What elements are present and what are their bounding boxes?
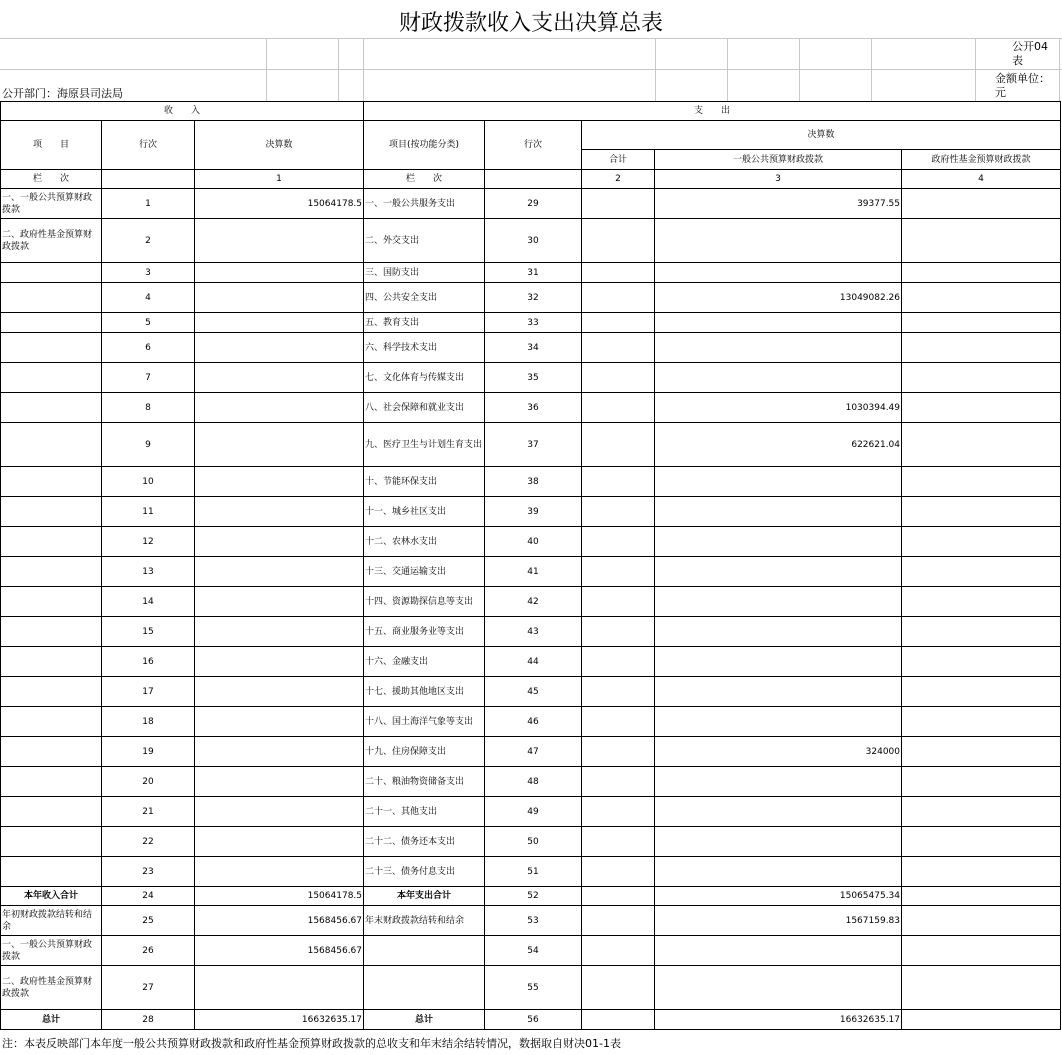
income-item-cell xyxy=(1,587,102,617)
column-index-2: 2 xyxy=(582,170,655,189)
expense-item-cell: 十四、资源勘探信息等支出 xyxy=(364,587,485,617)
expense-row-no-cell: 49 xyxy=(485,797,582,827)
expense-general-cell xyxy=(655,857,902,887)
income-item-cell xyxy=(1,857,102,887)
expense-total-cell xyxy=(582,557,655,587)
income-amount-cell xyxy=(195,313,364,333)
income-item-cell: 年初财政拨款结转和结余 xyxy=(1,906,102,936)
table-row xyxy=(1,1010,1061,1030)
income-row-no-cell: 18 xyxy=(102,707,195,737)
expense-total-cell xyxy=(582,283,655,313)
expense-row-no-cell: 32 xyxy=(485,283,582,313)
income-row-no-cell: 1 xyxy=(102,189,195,219)
income-item-cell xyxy=(1,283,102,313)
expense-row-no-cell: 51 xyxy=(485,857,582,887)
income-amount-cell xyxy=(195,966,364,1010)
income-amount-cell xyxy=(195,617,364,647)
income-row-no-cell: 2 xyxy=(102,219,195,263)
income-amount-cell xyxy=(195,827,364,857)
table-row xyxy=(1,677,1061,707)
expense-gov-fund-cell xyxy=(902,467,1061,497)
income-amount-cell xyxy=(195,587,364,617)
income-item-cell: 一、一般公共预算财政拨款 xyxy=(1,189,102,219)
expense-item-cell xyxy=(364,966,485,1010)
expense-gov-fund-cell xyxy=(902,767,1061,797)
expense-gov-fund-cell xyxy=(902,677,1061,707)
income-row-no-cell: 26 xyxy=(102,936,195,966)
expense-row-no-cell: 29 xyxy=(485,189,582,219)
column-index-4: 4 xyxy=(902,170,1061,189)
expense-item-cell: 十二、农林水支出 xyxy=(364,527,485,557)
income-row-no-cell: 9 xyxy=(102,423,195,467)
expense-total-cell xyxy=(582,737,655,767)
expense-row-no-cell: 35 xyxy=(485,363,582,393)
expense-total-cell xyxy=(582,497,655,527)
expense-row-no-cell: 42 xyxy=(485,587,582,617)
income-amount-header: 决算数 xyxy=(195,121,364,170)
expense-row-no-cell: 39 xyxy=(485,497,582,527)
expense-row-no-cell: 38 xyxy=(485,467,582,497)
expense-item-cell: 五、教育支出 xyxy=(364,313,485,333)
table-row xyxy=(1,313,1061,333)
expense-gov-fund-cell xyxy=(902,333,1061,363)
income-amount-cell xyxy=(195,497,364,527)
income-amount-cell xyxy=(195,737,364,767)
table-row xyxy=(1,467,1061,497)
expense-item-cell: 二十、粮油物资储备支出 xyxy=(364,767,485,797)
expense-total-cell xyxy=(582,857,655,887)
table-row xyxy=(1,827,1061,857)
expense-total-cell xyxy=(582,887,655,906)
expense-general-cell xyxy=(655,966,902,1010)
expense-item-cell xyxy=(364,936,485,966)
column-index-1: 1 xyxy=(195,170,364,189)
expense-item-cell: 本年支出合计 xyxy=(364,887,485,906)
expense-gov-fund-cell xyxy=(902,189,1061,219)
expense-general-cell: 39377.55 xyxy=(655,189,902,219)
income-amount-cell xyxy=(195,283,364,313)
expense-total-cell xyxy=(582,617,655,647)
expense-general-cell: 1030394.49 xyxy=(655,393,902,423)
table-row xyxy=(1,857,1061,887)
expense-gov-fund-cell xyxy=(902,263,1061,283)
budget-table xyxy=(0,101,1061,1030)
table-row xyxy=(1,333,1061,363)
income-row-no-cell: 5 xyxy=(102,313,195,333)
income-item-cell: 二、政府性基金预算财政拨款 xyxy=(1,219,102,263)
income-amount-cell: 1568456.67 xyxy=(195,906,364,936)
expense-gov-fund-cell xyxy=(902,906,1061,936)
income-row-no-cell: 8 xyxy=(102,393,195,423)
table-row xyxy=(1,497,1061,527)
income-amount-cell xyxy=(195,219,364,263)
expense-row-no-cell: 55 xyxy=(485,966,582,1010)
income-row-no-cell: 11 xyxy=(102,497,195,527)
expense-general-cell xyxy=(655,263,902,283)
column-index-label: 栏 次 xyxy=(1,170,102,189)
expense-item-cell: 十六、金融支出 xyxy=(364,647,485,677)
income-item-cell xyxy=(1,527,102,557)
expense-item-cell: 十一、城乡社区支出 xyxy=(364,497,485,527)
expense-amount-header: 决算数 xyxy=(582,121,1061,150)
income-item-cell xyxy=(1,263,102,283)
expense-row-no-cell: 40 xyxy=(485,527,582,557)
expense-row-no-header: 行次 xyxy=(485,121,582,170)
table-row xyxy=(1,797,1061,827)
table-row xyxy=(1,587,1061,617)
form-number: 公开04表 xyxy=(1012,40,1048,67)
expense-general-cell xyxy=(655,497,902,527)
expense-general-cell: 16632635.17 xyxy=(655,1010,902,1030)
expense-item-cell: 四、公共安全支出 xyxy=(364,283,485,313)
expense-general-cell: 15065475.34 xyxy=(655,887,902,906)
expense-general-cell xyxy=(655,797,902,827)
top-sheet-grid xyxy=(0,38,1062,101)
expense-gov-fund-cell xyxy=(902,587,1061,617)
income-amount-cell: 1568456.67 xyxy=(195,936,364,966)
income-amount-cell xyxy=(195,647,364,677)
expense-row-no-cell: 56 xyxy=(485,1010,582,1030)
expense-total-cell xyxy=(582,827,655,857)
expense-gov-fund-cell xyxy=(902,857,1061,887)
income-amount-cell xyxy=(195,333,364,363)
expense-total-cell xyxy=(582,393,655,423)
income-row-no-cell: 17 xyxy=(102,677,195,707)
expense-total-cell xyxy=(582,1010,655,1030)
expense-general-cell: 622621.04 xyxy=(655,423,902,467)
expense-row-no-cell: 31 xyxy=(485,263,582,283)
expense-total-cell xyxy=(582,936,655,966)
expense-row-no-cell: 30 xyxy=(485,219,582,263)
income-section-header: 收 入 xyxy=(1,102,364,121)
expense-row-no-cell: 43 xyxy=(485,617,582,647)
income-item-cell xyxy=(1,497,102,527)
income-row-no-cell: 10 xyxy=(102,467,195,497)
expense-general-cell xyxy=(655,677,902,707)
income-row-no-cell: 7 xyxy=(102,363,195,393)
expense-item-cell: 三、国防支出 xyxy=(364,263,485,283)
income-row-no-header: 行次 xyxy=(102,121,195,170)
expense-row-no-cell: 48 xyxy=(485,767,582,797)
table-row xyxy=(1,617,1061,647)
expense-row-no-cell: 34 xyxy=(485,333,582,363)
expense-general-cell xyxy=(655,467,902,497)
amount-unit: 金额单位：元 xyxy=(995,72,1050,99)
income-amount-cell xyxy=(195,677,364,707)
expense-gov-fund-cell xyxy=(902,557,1061,587)
income-item-cell xyxy=(1,363,102,393)
expense-row-no-cell: 47 xyxy=(485,737,582,767)
expense-general-cell xyxy=(655,647,902,677)
expense-item-cell: 十八、国土海洋气象等支出 xyxy=(364,707,485,737)
expense-gov-fund-cell xyxy=(902,313,1061,333)
income-amount-cell: 15064178.5 xyxy=(195,887,364,906)
table-row xyxy=(1,189,1061,219)
income-row-no-cell: 16 xyxy=(102,647,195,677)
income-row-no-cell: 22 xyxy=(102,827,195,857)
expense-item-cell: 十七、援助其他地区支出 xyxy=(364,677,485,707)
column-index-label-expense: 栏 次 xyxy=(364,170,485,189)
income-amount-cell xyxy=(195,707,364,737)
expense-total-cell xyxy=(582,587,655,617)
expense-general-cell xyxy=(655,527,902,557)
expense-total-cell xyxy=(582,423,655,467)
expense-general-cell xyxy=(655,827,902,857)
column-index-3: 3 xyxy=(655,170,902,189)
income-item-cell xyxy=(1,423,102,467)
income-item-cell xyxy=(1,333,102,363)
expense-gov-fund-cell xyxy=(902,527,1061,557)
expense-row-no-cell: 37 xyxy=(485,423,582,467)
income-item-cell: 一、一般公共预算财政拨款 xyxy=(1,936,102,966)
expense-total-cell xyxy=(582,647,655,677)
income-amount-cell xyxy=(195,467,364,497)
table-row xyxy=(1,423,1061,467)
income-item-header: 项 目 xyxy=(1,121,102,170)
income-amount-cell xyxy=(195,423,364,467)
table-row xyxy=(1,283,1061,313)
general-budget-column-header: 一般公共预算财政拨款 xyxy=(655,150,902,170)
expense-gov-fund-cell xyxy=(902,617,1061,647)
expense-gov-fund-cell xyxy=(902,966,1061,1010)
income-amount-cell xyxy=(195,767,364,797)
income-row-no-cell: 13 xyxy=(102,557,195,587)
expense-general-cell xyxy=(655,313,902,333)
income-row-no-cell: 14 xyxy=(102,587,195,617)
income-item-cell xyxy=(1,677,102,707)
income-item-cell xyxy=(1,393,102,423)
column-index-blank-expense xyxy=(485,170,582,189)
income-row-no-cell: 20 xyxy=(102,767,195,797)
expense-item-cell: 二、外交支出 xyxy=(364,219,485,263)
expense-general-cell xyxy=(655,707,902,737)
expense-gov-fund-cell xyxy=(902,936,1061,966)
table-row xyxy=(1,393,1061,423)
income-row-no-cell: 12 xyxy=(102,527,195,557)
table-row xyxy=(1,363,1061,393)
income-row-no-cell: 28 xyxy=(102,1010,195,1030)
table-row xyxy=(1,647,1061,677)
expense-total-cell xyxy=(582,467,655,497)
expense-item-cell: 七、文化体育与传媒支出 xyxy=(364,363,485,393)
expense-gov-fund-cell xyxy=(902,423,1061,467)
income-row-no-cell: 21 xyxy=(102,797,195,827)
expense-total-cell xyxy=(582,219,655,263)
table-row xyxy=(1,737,1061,767)
expense-total-cell xyxy=(582,797,655,827)
table-row xyxy=(1,966,1061,1010)
income-item-cell xyxy=(1,797,102,827)
income-amount-cell xyxy=(195,797,364,827)
gov-fund-column-header: 政府性基金预算财政拨款 xyxy=(902,150,1061,170)
income-item-cell xyxy=(1,737,102,767)
expense-item-cell: 一、一般公共服务支出 xyxy=(364,189,485,219)
expense-general-cell xyxy=(655,587,902,617)
expense-item-cell: 八、社会保障和就业支出 xyxy=(364,393,485,423)
table-row xyxy=(1,936,1061,966)
expense-item-cell: 十五、商业服务业等支出 xyxy=(364,617,485,647)
income-row-no-cell: 25 xyxy=(102,906,195,936)
income-item-cell xyxy=(1,467,102,497)
expense-item-cell: 十三、交通运输支出 xyxy=(364,557,485,587)
income-item-cell: 总计 xyxy=(1,1010,102,1030)
expense-item-cell: 二十一、其他支出 xyxy=(364,797,485,827)
expense-item-cell: 二十二、债务还本支出 xyxy=(364,827,485,857)
expense-item-cell: 十、节能环保支出 xyxy=(364,467,485,497)
page-title: 财政拨款收入支出决算总表 xyxy=(398,11,663,36)
income-row-no-cell: 4 xyxy=(102,283,195,313)
income-amount-cell xyxy=(195,263,364,283)
expense-gov-fund-cell xyxy=(902,647,1061,677)
income-amount-cell xyxy=(195,363,364,393)
expense-gov-fund-cell xyxy=(902,497,1061,527)
income-row-no-cell: 19 xyxy=(102,737,195,767)
expense-gov-fund-cell xyxy=(902,1010,1061,1030)
expense-item-header: 项目(按功能分类) xyxy=(364,121,485,170)
expense-row-no-cell: 36 xyxy=(485,393,582,423)
expense-general-cell xyxy=(655,936,902,966)
total-column-header: 合计 xyxy=(582,150,655,170)
table-row xyxy=(1,219,1061,263)
income-row-no-cell: 27 xyxy=(102,966,195,1010)
income-item-cell: 本年收入合计 xyxy=(1,887,102,906)
table-row xyxy=(1,527,1061,557)
expense-item-cell: 九、医疗卫生与计划生育支出 xyxy=(364,423,485,467)
income-row-no-cell: 23 xyxy=(102,857,195,887)
expense-general-cell: 13049082.26 xyxy=(655,283,902,313)
expense-total-cell xyxy=(582,333,655,363)
expense-gov-fund-cell xyxy=(902,707,1061,737)
expense-row-no-cell: 46 xyxy=(485,707,582,737)
expense-row-no-cell: 54 xyxy=(485,936,582,966)
income-item-cell xyxy=(1,707,102,737)
income-item-cell xyxy=(1,557,102,587)
expense-general-cell xyxy=(655,557,902,587)
expense-total-cell xyxy=(582,677,655,707)
footnote: 注：本表反映部门本年度一般公共预算财政拨款和政府性基金预算财政拨款的总收支和年末结余结转情况，数据取自财决01-1表 xyxy=(2,1037,621,1050)
income-row-no-cell: 15 xyxy=(102,617,195,647)
expense-general-cell: 324000 xyxy=(655,737,902,767)
expense-gov-fund-cell xyxy=(902,219,1061,263)
expense-total-cell xyxy=(582,363,655,393)
expense-row-no-cell: 41 xyxy=(485,557,582,587)
expense-gov-fund-cell xyxy=(902,363,1061,393)
table-row xyxy=(1,707,1061,737)
expense-row-no-cell: 33 xyxy=(485,313,582,333)
expense-total-cell xyxy=(582,966,655,1010)
expense-row-no-cell: 50 xyxy=(485,827,582,857)
expense-total-cell xyxy=(582,707,655,737)
expense-total-cell xyxy=(582,189,655,219)
expense-general-cell xyxy=(655,333,902,363)
expense-total-cell xyxy=(582,767,655,797)
expense-gov-fund-cell xyxy=(902,797,1061,827)
income-amount-cell xyxy=(195,557,364,587)
expense-item-cell: 六、科学技术支出 xyxy=(364,333,485,363)
income-item-cell xyxy=(1,647,102,677)
income-item-cell xyxy=(1,313,102,333)
expense-row-no-cell: 44 xyxy=(485,647,582,677)
expense-total-cell xyxy=(582,263,655,283)
expense-total-cell xyxy=(582,313,655,333)
income-amount-cell xyxy=(195,527,364,557)
expense-row-no-cell: 52 xyxy=(485,887,582,906)
income-amount-cell xyxy=(195,393,364,423)
expense-item-cell: 二十三、债务付息支出 xyxy=(364,857,485,887)
expense-section-header: 支 出 xyxy=(364,102,1061,121)
department-label: 公开部门：海原县司法局 xyxy=(2,87,123,100)
income-item-cell xyxy=(1,767,102,797)
expense-general-cell xyxy=(655,363,902,393)
expense-general-cell xyxy=(655,219,902,263)
expense-general-cell xyxy=(655,617,902,647)
income-item-cell xyxy=(1,827,102,857)
income-item-cell xyxy=(1,617,102,647)
expense-gov-fund-cell xyxy=(902,827,1061,857)
income-row-no-cell: 24 xyxy=(102,887,195,906)
column-index-blank xyxy=(102,170,195,189)
table-row xyxy=(1,767,1061,797)
expense-item-cell: 十九、住房保障支出 xyxy=(364,737,485,767)
income-row-no-cell: 6 xyxy=(102,333,195,363)
expense-item-cell: 年末财政拨款结转和结余 xyxy=(364,906,485,936)
expense-item-cell: 总计 xyxy=(364,1010,485,1030)
income-amount-cell: 15064178.5 xyxy=(195,189,364,219)
expense-row-no-cell: 45 xyxy=(485,677,582,707)
table-row xyxy=(1,263,1061,283)
expense-row-no-cell: 53 xyxy=(485,906,582,936)
expense-total-cell xyxy=(582,906,655,936)
table-row xyxy=(1,557,1061,587)
expense-gov-fund-cell xyxy=(902,393,1061,423)
income-amount-cell xyxy=(195,857,364,887)
expense-gov-fund-cell xyxy=(902,737,1061,767)
expense-total-cell xyxy=(582,527,655,557)
expense-gov-fund-cell xyxy=(902,283,1061,313)
income-amount-cell: 16632635.17 xyxy=(195,1010,364,1030)
income-row-no-cell: 3 xyxy=(102,263,195,283)
table-row xyxy=(1,887,1061,906)
expense-gov-fund-cell xyxy=(902,887,1061,906)
expense-general-cell xyxy=(655,767,902,797)
table-row xyxy=(1,906,1061,936)
income-item-cell: 二、政府性基金预算财政拨款 xyxy=(1,966,102,1010)
expense-general-cell: 1567159.83 xyxy=(655,906,902,936)
